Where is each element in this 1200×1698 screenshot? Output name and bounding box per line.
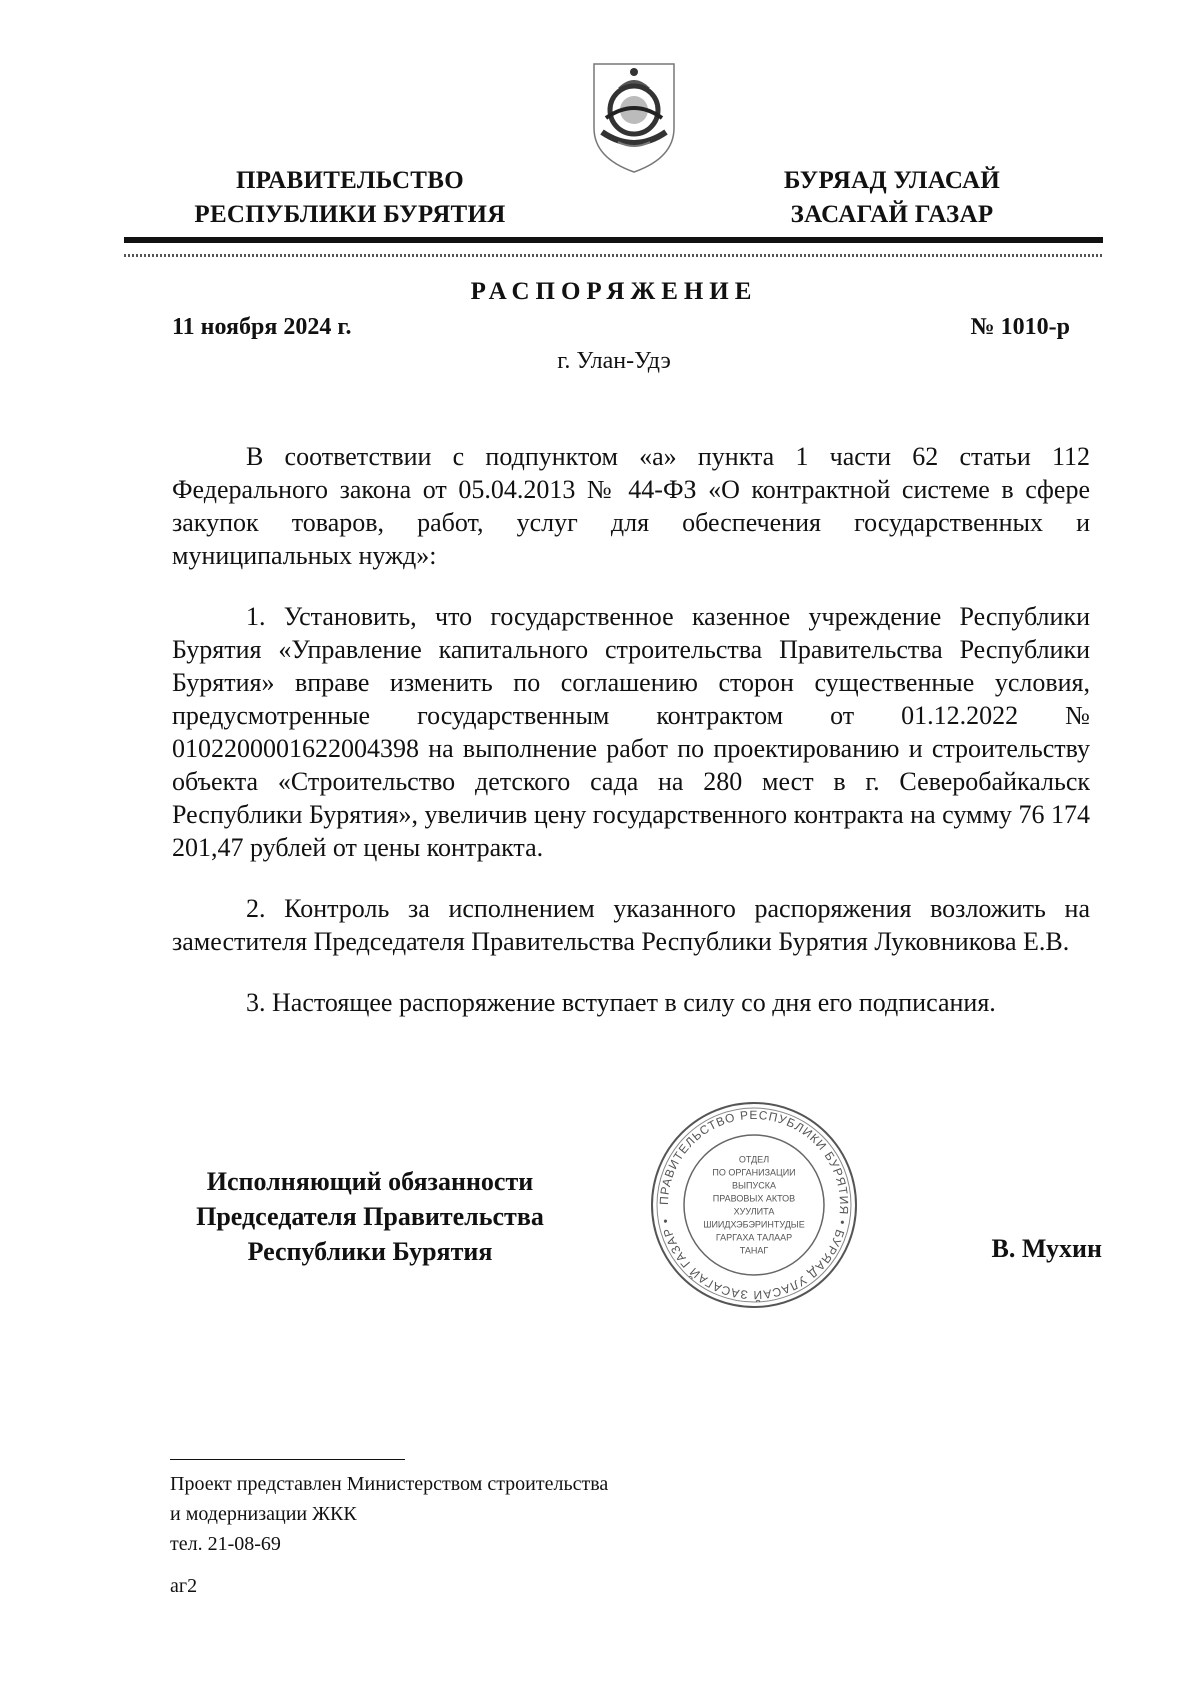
footnote bbox=[170, 1469, 608, 1559]
header-divider-thick bbox=[124, 237, 1103, 243]
signatory-position-line3: Республики Бурятия bbox=[247, 1237, 493, 1266]
coat-of-arms-icon bbox=[588, 58, 680, 176]
signatory-position bbox=[165, 1164, 575, 1269]
seal-outer-text: ПРАВИТЕЛЬСТВО РЕСПУБЛИКИ БУРЯТИЯ • БУРЯАД УЛАСАЙ ЗАСАГАЙ ГАЗАР • bbox=[656, 1107, 852, 1303]
round-seal-icon bbox=[648, 1099, 860, 1311]
document-city: г. Улан-Удэ bbox=[557, 348, 671, 374]
document-date: 11 ноября 2024 г. bbox=[172, 314, 352, 340]
document-title: РАСПОРЯЖЕНИЕ bbox=[470, 278, 758, 305]
signatory-name: В. Мухин bbox=[991, 1234, 1102, 1263]
signatory-position-line2: Председателя Правительства bbox=[196, 1202, 544, 1231]
signatory-position-line1: Исполняющий обязанности bbox=[206, 1167, 534, 1196]
footnote-line3: тел. 21-08-69 bbox=[170, 1533, 281, 1555]
header-divider-dotted bbox=[124, 254, 1103, 257]
document-code: аг2 bbox=[170, 1575, 198, 1597]
footnote-divider bbox=[170, 1459, 405, 1460]
header-left-line1: ПРАВИТЕЛЬСТВО bbox=[236, 167, 464, 194]
seal-center-line: ПО ОРГАНИЗАЦИИ bbox=[712, 1167, 796, 1178]
body-intro: В соответствии с подпунктом «а» пункта 1 части 62 статьи 112 Федерального закона от 05.04.2013 № 44-ФЗ «О контрактной системе в сфере закупок товаров, работ, услуг для обеспечения государственных и муниципальных нужд»: bbox=[172, 442, 1090, 570]
seal-center-line: ХУУЛИТА bbox=[733, 1206, 775, 1217]
document-body bbox=[172, 440, 1090, 1047]
seal-center-line: ТАНАГ bbox=[739, 1245, 769, 1256]
header-right-line1: БУРЯАД УЛАСАЙ bbox=[783, 167, 1001, 194]
footnote-line1: Проект представлен Министерством строительства bbox=[170, 1473, 609, 1495]
seal-center-line: ВЫПУСКА bbox=[732, 1180, 776, 1191]
header-left-line2: РЕСПУБЛИКИ БУРЯТИЯ bbox=[194, 201, 506, 228]
header-right-block bbox=[742, 164, 1042, 232]
seal-center-line: ОТДЕЛ bbox=[738, 1154, 770, 1165]
seal-center-line: ПРАВОВЫХ АКТОВ bbox=[712, 1193, 796, 1204]
header-right-line2: ЗАСАГАЙ ГАЗАР bbox=[790, 201, 994, 228]
body-item-2: 2. Контроль за исполнением указанного распоряжения возложить на заместителя Председателя Правительства Республики Бурятия Луковникова Е.В. bbox=[172, 894, 1090, 956]
header-left-block bbox=[150, 164, 550, 232]
seal-center-line: ГАРГАХА ТАЛААР bbox=[715, 1232, 793, 1243]
footnote-line2: и модернизации ЖКК bbox=[170, 1503, 357, 1525]
document-number: № 1010-р bbox=[970, 314, 1070, 340]
body-item-3: 3. Настоящее распоряжение вступает в силу со дня его подписания. bbox=[246, 988, 996, 1017]
seal-center-line: ШИИДХЭБЭРИНТУДЫЕ bbox=[703, 1219, 805, 1230]
body-item-1: 1. Установить, что государственное казенное учреждение Республики Бурятия «Управление капитального строительства Правительства Республики Бурятия» вправе изменить по соглашению сторон существенные условия, предусмотренные государственным контрактом от 01.12.2022 № 0102200001622004398 на выполнение работ по проектированию и строительству объекта «Строительство детского сада на 280 мест в г. Северобайкальск Республики Бурятия», увеличив цену государственного контракта на сумму 76 174 201,47 рублей от цены контракта. bbox=[172, 602, 1090, 862]
